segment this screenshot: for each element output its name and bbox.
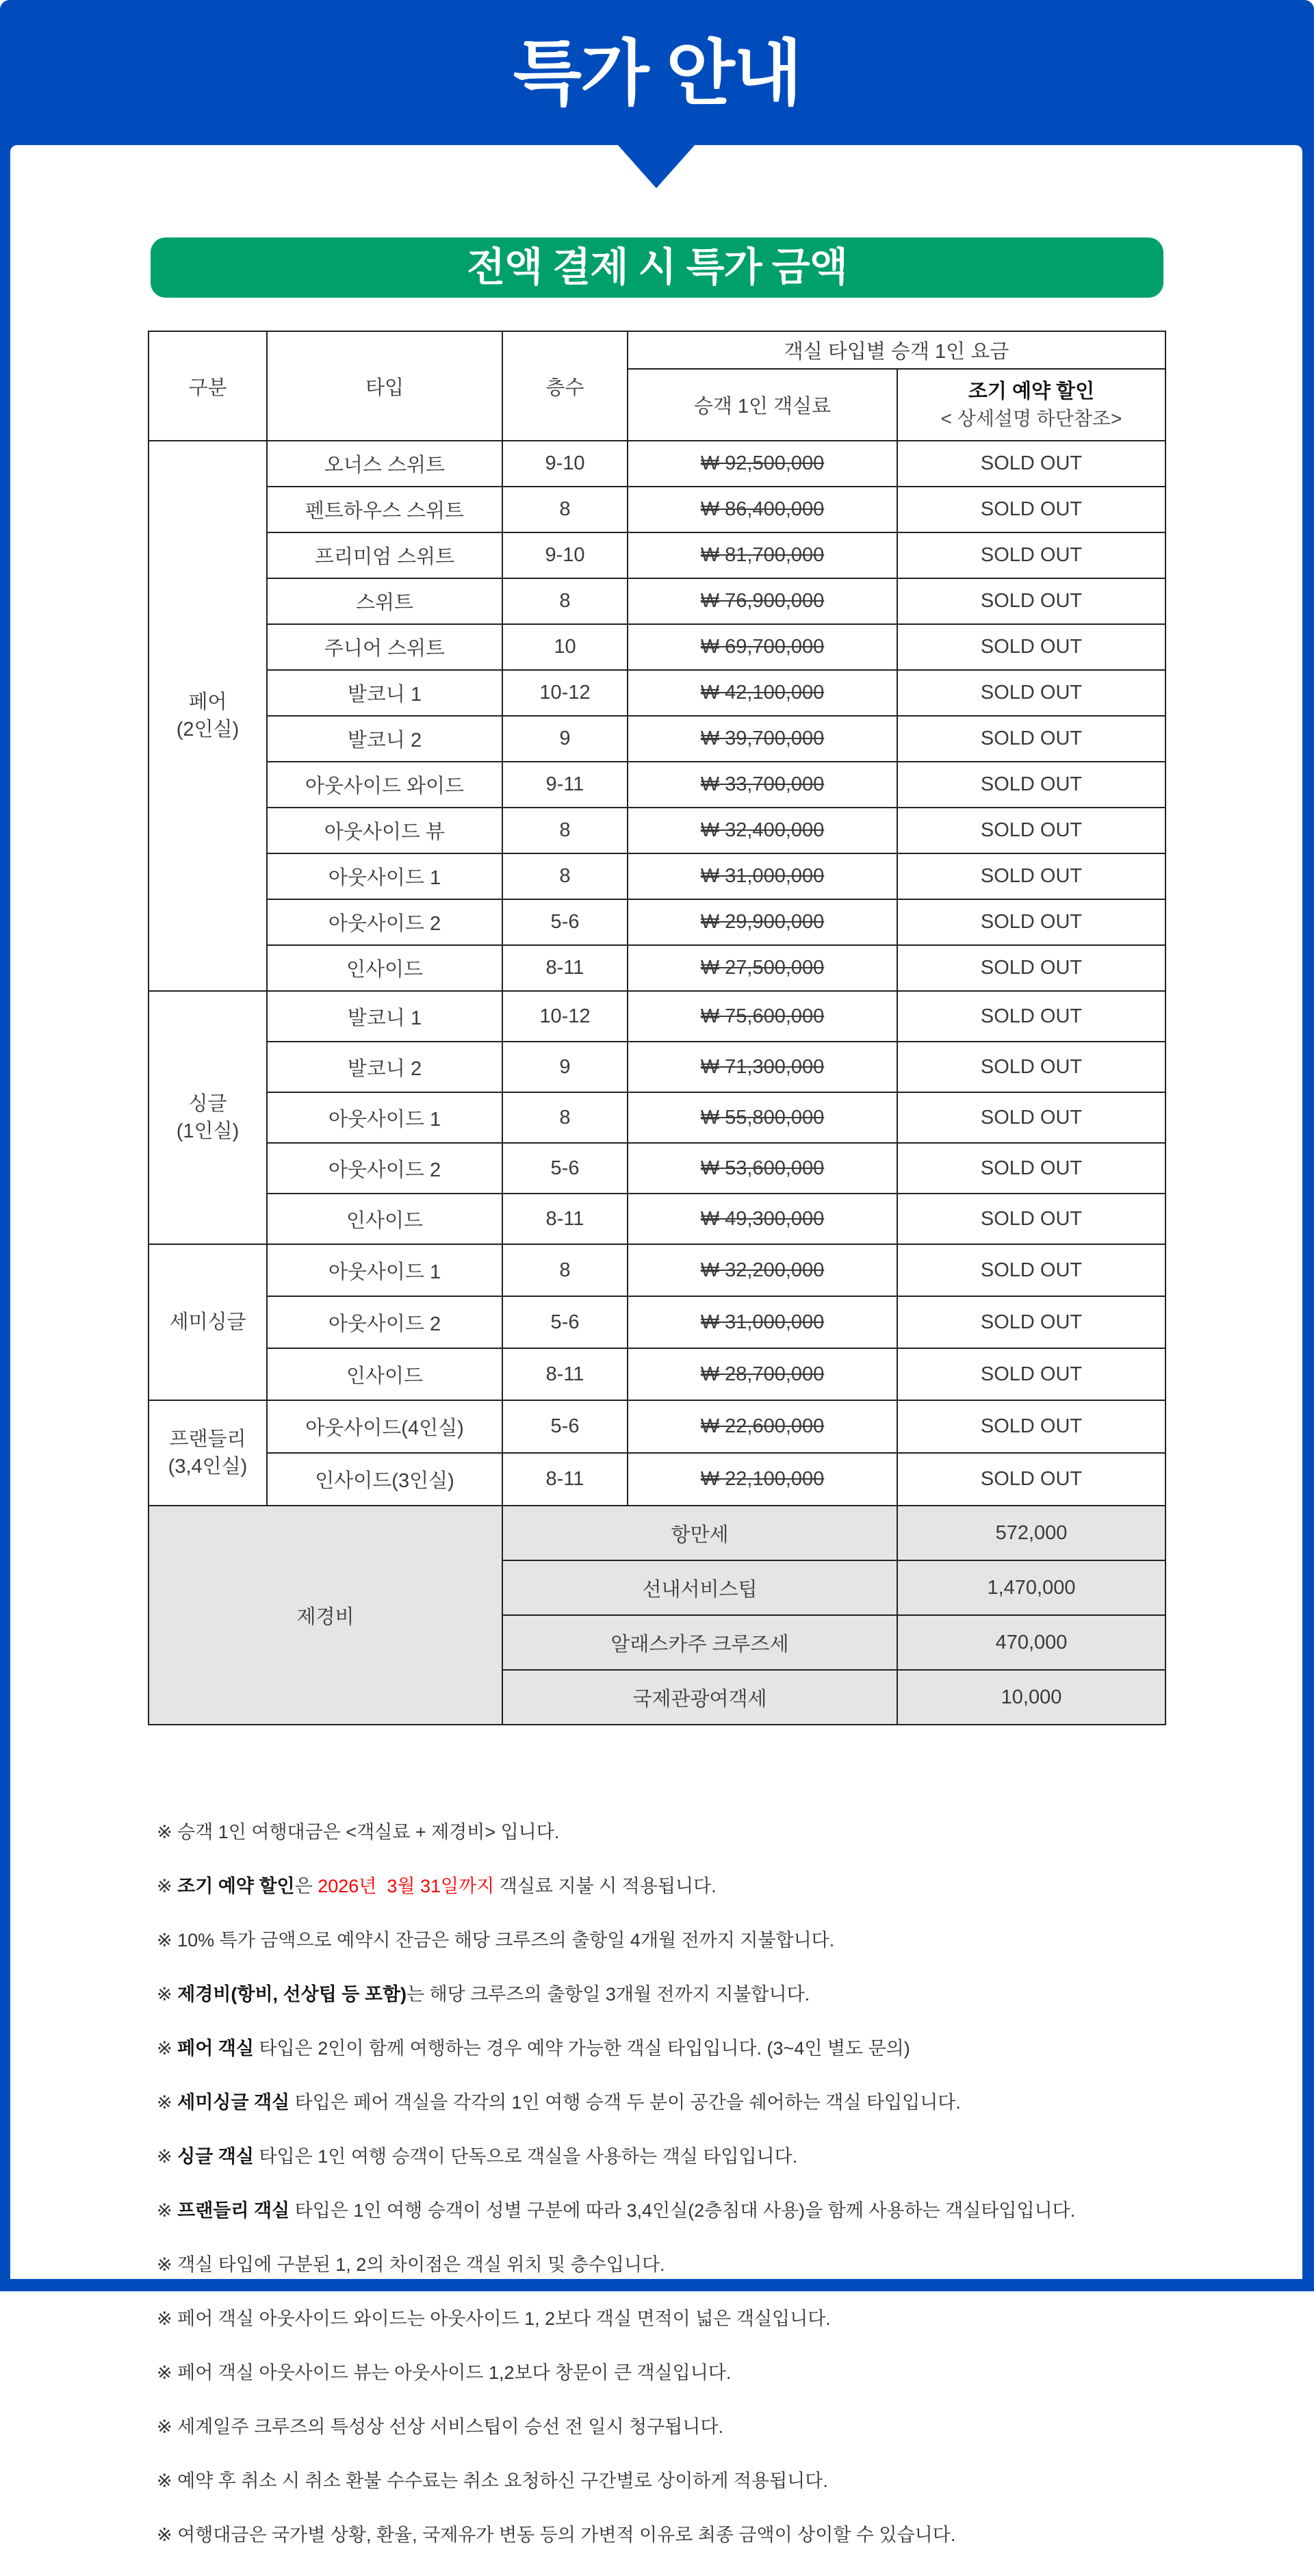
cabin-type: 아웃사이드 1 [267, 1244, 502, 1296]
note-item [157, 2414, 1170, 2441]
fare-strikethrough: ₩ 76,900,000 [700, 590, 825, 612]
fare-strikethrough: ₩ 32,400,000 [700, 819, 825, 841]
fare-cell [628, 1453, 897, 1506]
fare-strikethrough: ₩ 53,600,000 [700, 1157, 825, 1179]
note-item [157, 2252, 1170, 2279]
note-item [157, 1819, 1170, 1846]
deck-range: 9 [502, 1042, 628, 1092]
sold-out-badge: SOLD OUT [897, 716, 1165, 762]
table-row [149, 853, 1165, 899]
fare-strikethrough: ₩ 55,800,000 [700, 1106, 825, 1129]
sold-out-badge: SOLD OUT [897, 1143, 1165, 1194]
deck-range: 8-11 [502, 945, 628, 991]
note-item [157, 2089, 1170, 2117]
page-title: 특가 안내 [513, 34, 801, 114]
fare-strikethrough: ₩ 22,600,000 [700, 1415, 825, 1437]
header-pointer-arrow-icon [617, 144, 695, 188]
fare-strikethrough: ₩ 31,000,000 [700, 1311, 825, 1333]
fare-cell [628, 716, 897, 762]
note-text: ※ [157, 2146, 178, 2167]
table-row [149, 578, 1165, 624]
fee-amount: 470,000 [897, 1615, 1165, 1670]
fare-cell [628, 1296, 897, 1348]
fee-amount: 10,000 [897, 1670, 1165, 1725]
sold-out-badge: SOLD OUT [897, 1348, 1165, 1400]
table-row [149, 991, 1165, 1042]
sold-out-badge: SOLD OUT [897, 441, 1165, 487]
column-header-fare: 승객 1인 객실료 [628, 369, 897, 441]
column-header-early-discount [897, 369, 1165, 441]
table-row [149, 1092, 1165, 1143]
fee-name: 국제관광여객세 [502, 1670, 897, 1725]
sold-out-badge: SOLD OUT [897, 991, 1165, 1042]
note-text: ※ 10% 특가 금액으로 예약시 잔금은 해당 크루즈의 출항일 4개월 전까지 지불합니다. [157, 1929, 835, 1950]
note-text: ※ 페어 객실 아웃사이드 와이드는 아웃사이드 1, 2보다 객실 면적이 넓은 객실입니다. [157, 2308, 831, 2329]
deck-range: 9-10 [502, 532, 628, 578]
note-text: ※ 세계일주 크루즈의 특성상 선상 서비스팁이 승선 전 일시 청구됩니다. [157, 2416, 723, 2437]
cabin-type: 아웃사이드 1 [267, 1092, 502, 1143]
sold-out-badge: SOLD OUT [897, 487, 1165, 532]
column-header-category: 구분 [149, 331, 267, 441]
fare-strikethrough: ₩ 81,700,000 [700, 544, 825, 566]
fare-strikethrough: ₩ 75,600,000 [700, 1005, 825, 1027]
deck-range: 9-10 [502, 441, 628, 487]
deck-range: 8-11 [502, 1453, 628, 1506]
group-label-line2: (1인실) [176, 1120, 240, 1142]
cabin-type: 주니어 스위트 [267, 624, 502, 670]
sold-out-badge: SOLD OUT [897, 578, 1165, 624]
fare-cell [628, 762, 897, 808]
note-emphasis: 페어 객실 [177, 2037, 254, 2059]
note-item [157, 2198, 1170, 2225]
fee-name: 항만세 [502, 1506, 897, 1560]
cabin-type: 인사이드 [267, 1348, 502, 1400]
cabin-type: 인사이드 [267, 1194, 502, 1244]
group-label-single [149, 991, 267, 1244]
price-table [148, 331, 1166, 1725]
note-item [157, 2035, 1170, 2063]
fee-amount: 572,000 [897, 1506, 1165, 1560]
group-label-line2: (2인실) [176, 719, 240, 740]
cabin-type: 스위트 [267, 578, 502, 624]
note-text: 는 해당 크루즈의 출항일 3개월 전까지 지불합니다. [407, 1983, 810, 2005]
fare-strikethrough: ₩ 86,400,000 [700, 498, 825, 520]
column-header-type: 타입 [267, 331, 502, 441]
note-item [157, 1981, 1170, 2009]
fare-cell [628, 1042, 897, 1092]
group-label-friendly [149, 1400, 267, 1506]
fare-cell [628, 1143, 897, 1194]
note-text: ※ [157, 2200, 178, 2221]
fare-cell [628, 532, 897, 578]
deck-range: 8-11 [502, 1348, 628, 1400]
table-row [149, 670, 1165, 716]
table-row [149, 1143, 1165, 1194]
fare-cell [628, 1348, 897, 1400]
cabin-type: 아웃사이드 1 [267, 853, 502, 899]
note-text: ※ [157, 1875, 178, 1896]
section-banner: 전액 결제 시 특가 금액 [151, 237, 1163, 298]
note-item [157, 2522, 1170, 2549]
note-item [157, 2468, 1170, 2495]
group-label-line1: 세미싱글 [169, 1311, 246, 1333]
group-label-line2: (3,4인실) [168, 1456, 248, 1478]
note-text: ※ 객실 타입에 구분된 1, 2의 차이점은 객실 위치 및 층수입니다. [157, 2254, 665, 2275]
cabin-type: 인사이드 [267, 945, 502, 991]
fare-strikethrough: ₩ 27,500,000 [700, 957, 825, 979]
note-emphasis: 세미싱글 객실 [177, 2091, 290, 2113]
fare-strikethrough: ₩ 42,100,000 [700, 682, 825, 704]
deck-range: 10-12 [502, 991, 628, 1042]
sold-out-badge: SOLD OUT [897, 1400, 1165, 1453]
deck-range: 8 [502, 1092, 628, 1143]
early-discount-title: 조기 예약 할인 [968, 380, 1095, 402]
fare-cell [628, 1194, 897, 1244]
cabin-type: 아웃사이드 2 [267, 1143, 502, 1194]
deck-range: 9-11 [502, 762, 628, 808]
table-row [149, 762, 1165, 808]
note-text: 타입은 페어 객실을 각각의 1인 여행 승객 두 분이 공간을 쉐어하는 객실 타입입니다. [289, 2091, 961, 2113]
fare-cell [628, 945, 897, 991]
deck-range: 8 [502, 853, 628, 899]
fare-cell [628, 624, 897, 670]
group-label-line1: 프랜들리 [169, 1428, 246, 1450]
cabin-type: 프리미엄 스위트 [267, 532, 502, 578]
table-row [149, 1244, 1165, 1296]
note-text: ※ 예약 후 취소 시 취소 환불 수수료는 취소 요청하신 구간별로 상이하게 적용됩니다. [157, 2470, 828, 2491]
note-text: ※ 여행대금은 국가별 상황, 환율, 국제유가 변동 등의 가변적 이유로 최종 금액이 상이할 수 있습니다. [157, 2524, 956, 2545]
note-text: ※ [157, 2037, 178, 2059]
sold-out-badge: SOLD OUT [897, 1042, 1165, 1092]
deck-range: 10 [502, 624, 628, 670]
note-emphasis: 싱글 객실 [177, 2146, 254, 2167]
table-row [149, 1400, 1165, 1453]
fare-strikethrough: ₩ 92,500,000 [700, 452, 825, 474]
table-row [149, 1348, 1165, 1400]
cabin-type: 발코니 2 [267, 1042, 502, 1092]
fare-strikethrough: ₩ 33,700,000 [700, 773, 825, 795]
deck-range: 5-6 [502, 899, 628, 945]
fare-cell [628, 853, 897, 899]
table-row [149, 487, 1165, 532]
cabin-type: 아웃사이드 2 [267, 1296, 502, 1348]
deck-range: 8-11 [502, 1194, 628, 1244]
cabin-type: 펜트하우스 스위트 [267, 487, 502, 532]
group-label-line1: 싱글 [188, 1093, 227, 1115]
fare-strikethrough: ₩ 22,100,000 [700, 1468, 825, 1490]
fare-cell [628, 441, 897, 487]
cabin-type: 오너스 스위트 [267, 441, 502, 487]
note-deadline-highlight: 2026년 3월 31일까지 [318, 1875, 495, 1896]
fare-cell [628, 487, 897, 532]
fare-cell [628, 1092, 897, 1143]
note-text: ※ 페어 객실 아웃사이드 뷰는 아웃사이드 1,2보다 창문이 큰 객실입니다. [157, 2362, 732, 2383]
cabin-type: 아웃사이드(4인실) [267, 1400, 502, 1453]
table-row [149, 945, 1165, 991]
note-item [157, 1927, 1170, 1955]
deck-range: 9 [502, 716, 628, 762]
fare-cell [628, 1400, 897, 1453]
fare-cell [628, 670, 897, 716]
note-text: 객실료 지불 시 적용됩니다. [494, 1875, 717, 1896]
fare-cell [628, 899, 897, 945]
table-row [149, 441, 1165, 487]
cabin-type: 발코니 1 [267, 991, 502, 1042]
group-label-pair [149, 441, 267, 991]
sold-out-badge: SOLD OUT [897, 624, 1165, 670]
table-row [149, 624, 1165, 670]
fee-amount: 1,470,000 [897, 1560, 1165, 1615]
sold-out-badge: SOLD OUT [897, 1092, 1165, 1143]
sold-out-badge: SOLD OUT [897, 532, 1165, 578]
note-text: ※ [157, 2091, 178, 2113]
group-label-line1: 페어 [188, 691, 227, 713]
fare-strikethrough: ₩ 28,700,000 [700, 1363, 825, 1385]
column-header-deck: 층수 [502, 331, 628, 441]
note-item [157, 1873, 1170, 1901]
note-emphasis: 프랜들리 객실 [177, 2200, 290, 2221]
table-row [149, 1453, 1165, 1506]
note-emphasis: 제경비(항비, 선상팁 등 포함) [177, 1983, 407, 2005]
fee-name: 알래스카주 크루즈세 [502, 1615, 897, 1670]
cabin-type: 아웃사이드 와이드 [267, 762, 502, 808]
cabin-type: 발코니 2 [267, 716, 502, 762]
cabin-type: 아웃사이드 뷰 [267, 808, 502, 853]
note-item [157, 2360, 1170, 2387]
deck-range: 5-6 [502, 1143, 628, 1194]
cabin-type: 발코니 1 [267, 670, 502, 716]
deck-range: 5-6 [502, 1400, 628, 1453]
fare-strikethrough: ₩ 69,700,000 [700, 636, 825, 658]
early-discount-subtitle: < 상세설명 하단참조> [940, 407, 1122, 429]
fee-row [149, 1506, 1165, 1560]
note-item [157, 2143, 1170, 2171]
note-text: 은 [294, 1875, 318, 1896]
cabin-type: 아웃사이드 2 [267, 899, 502, 945]
deck-range: 8 [502, 487, 628, 532]
fare-strikethrough: ₩ 71,300,000 [700, 1055, 825, 1078]
table-row [149, 808, 1165, 853]
table-row [149, 1042, 1165, 1092]
sold-out-badge: SOLD OUT [897, 1194, 1165, 1244]
fare-strikethrough: ₩ 49,300,000 [700, 1207, 825, 1230]
sold-out-badge: SOLD OUT [897, 808, 1165, 853]
fee-name: 선내서비스팁 [502, 1560, 897, 1615]
fare-cell [628, 991, 897, 1042]
fare-strikethrough: ₩ 32,200,000 [700, 1259, 825, 1281]
deck-range: 8 [502, 808, 628, 853]
group-label-semi-single [149, 1244, 267, 1400]
sold-out-badge: SOLD OUT [897, 1296, 1165, 1348]
fare-strikethrough: ₩ 31,000,000 [700, 865, 825, 887]
table-row [149, 899, 1165, 945]
fare-cell [628, 578, 897, 624]
deck-range: 5-6 [502, 1296, 628, 1348]
table-row [149, 716, 1165, 762]
sold-out-badge: SOLD OUT [897, 762, 1165, 808]
sold-out-badge: SOLD OUT [897, 1453, 1165, 1506]
fees-label: 제경비 [149, 1506, 502, 1725]
note-text: 타입은 1인 여행 승객이 성별 구분에 따라 3,4인실(2층침대 사용)을 함께 사용하는 객실타입입니다. [289, 2200, 1076, 2221]
notes-list [157, 1792, 1170, 2576]
deck-range: 8 [502, 1244, 628, 1296]
note-text: 타입은 1인 여행 승객이 단독으로 객실을 사용하는 객실 타입입니다. [253, 2146, 798, 2167]
table-row [149, 1194, 1165, 1244]
deck-range: 10-12 [502, 670, 628, 716]
sold-out-badge: SOLD OUT [897, 853, 1165, 899]
fare-strikethrough: ₩ 29,900,000 [700, 911, 825, 933]
column-header-fare-group: 객실 타입별 승객 1인 요금 [628, 331, 1165, 369]
note-item [157, 2306, 1170, 2333]
fare-strikethrough: ₩ 39,700,000 [700, 727, 825, 749]
note-text: ※ [157, 1983, 178, 2005]
sold-out-badge: SOLD OUT [897, 670, 1165, 716]
fare-cell [628, 808, 897, 853]
cabin-type: 인사이드(3인실) [267, 1453, 502, 1506]
note-text: ※ 승객 1인 여행대금은 <객실료 + 제경비> 입니다. [157, 1821, 560, 1842]
note-emphasis: 조기 예약 할인 [177, 1875, 295, 1896]
table-row [149, 1296, 1165, 1348]
deck-range: 8 [502, 578, 628, 624]
table-row [149, 532, 1165, 578]
sold-out-badge: SOLD OUT [897, 899, 1165, 945]
note-text: 타입은 2인이 함께 여행하는 경우 예약 가능한 객실 타입입니다. (3~4인 별도 문의) [253, 2037, 910, 2059]
fare-cell [628, 1244, 897, 1296]
sold-out-badge: SOLD OUT [897, 1244, 1165, 1296]
sold-out-badge: SOLD OUT [897, 945, 1165, 991]
